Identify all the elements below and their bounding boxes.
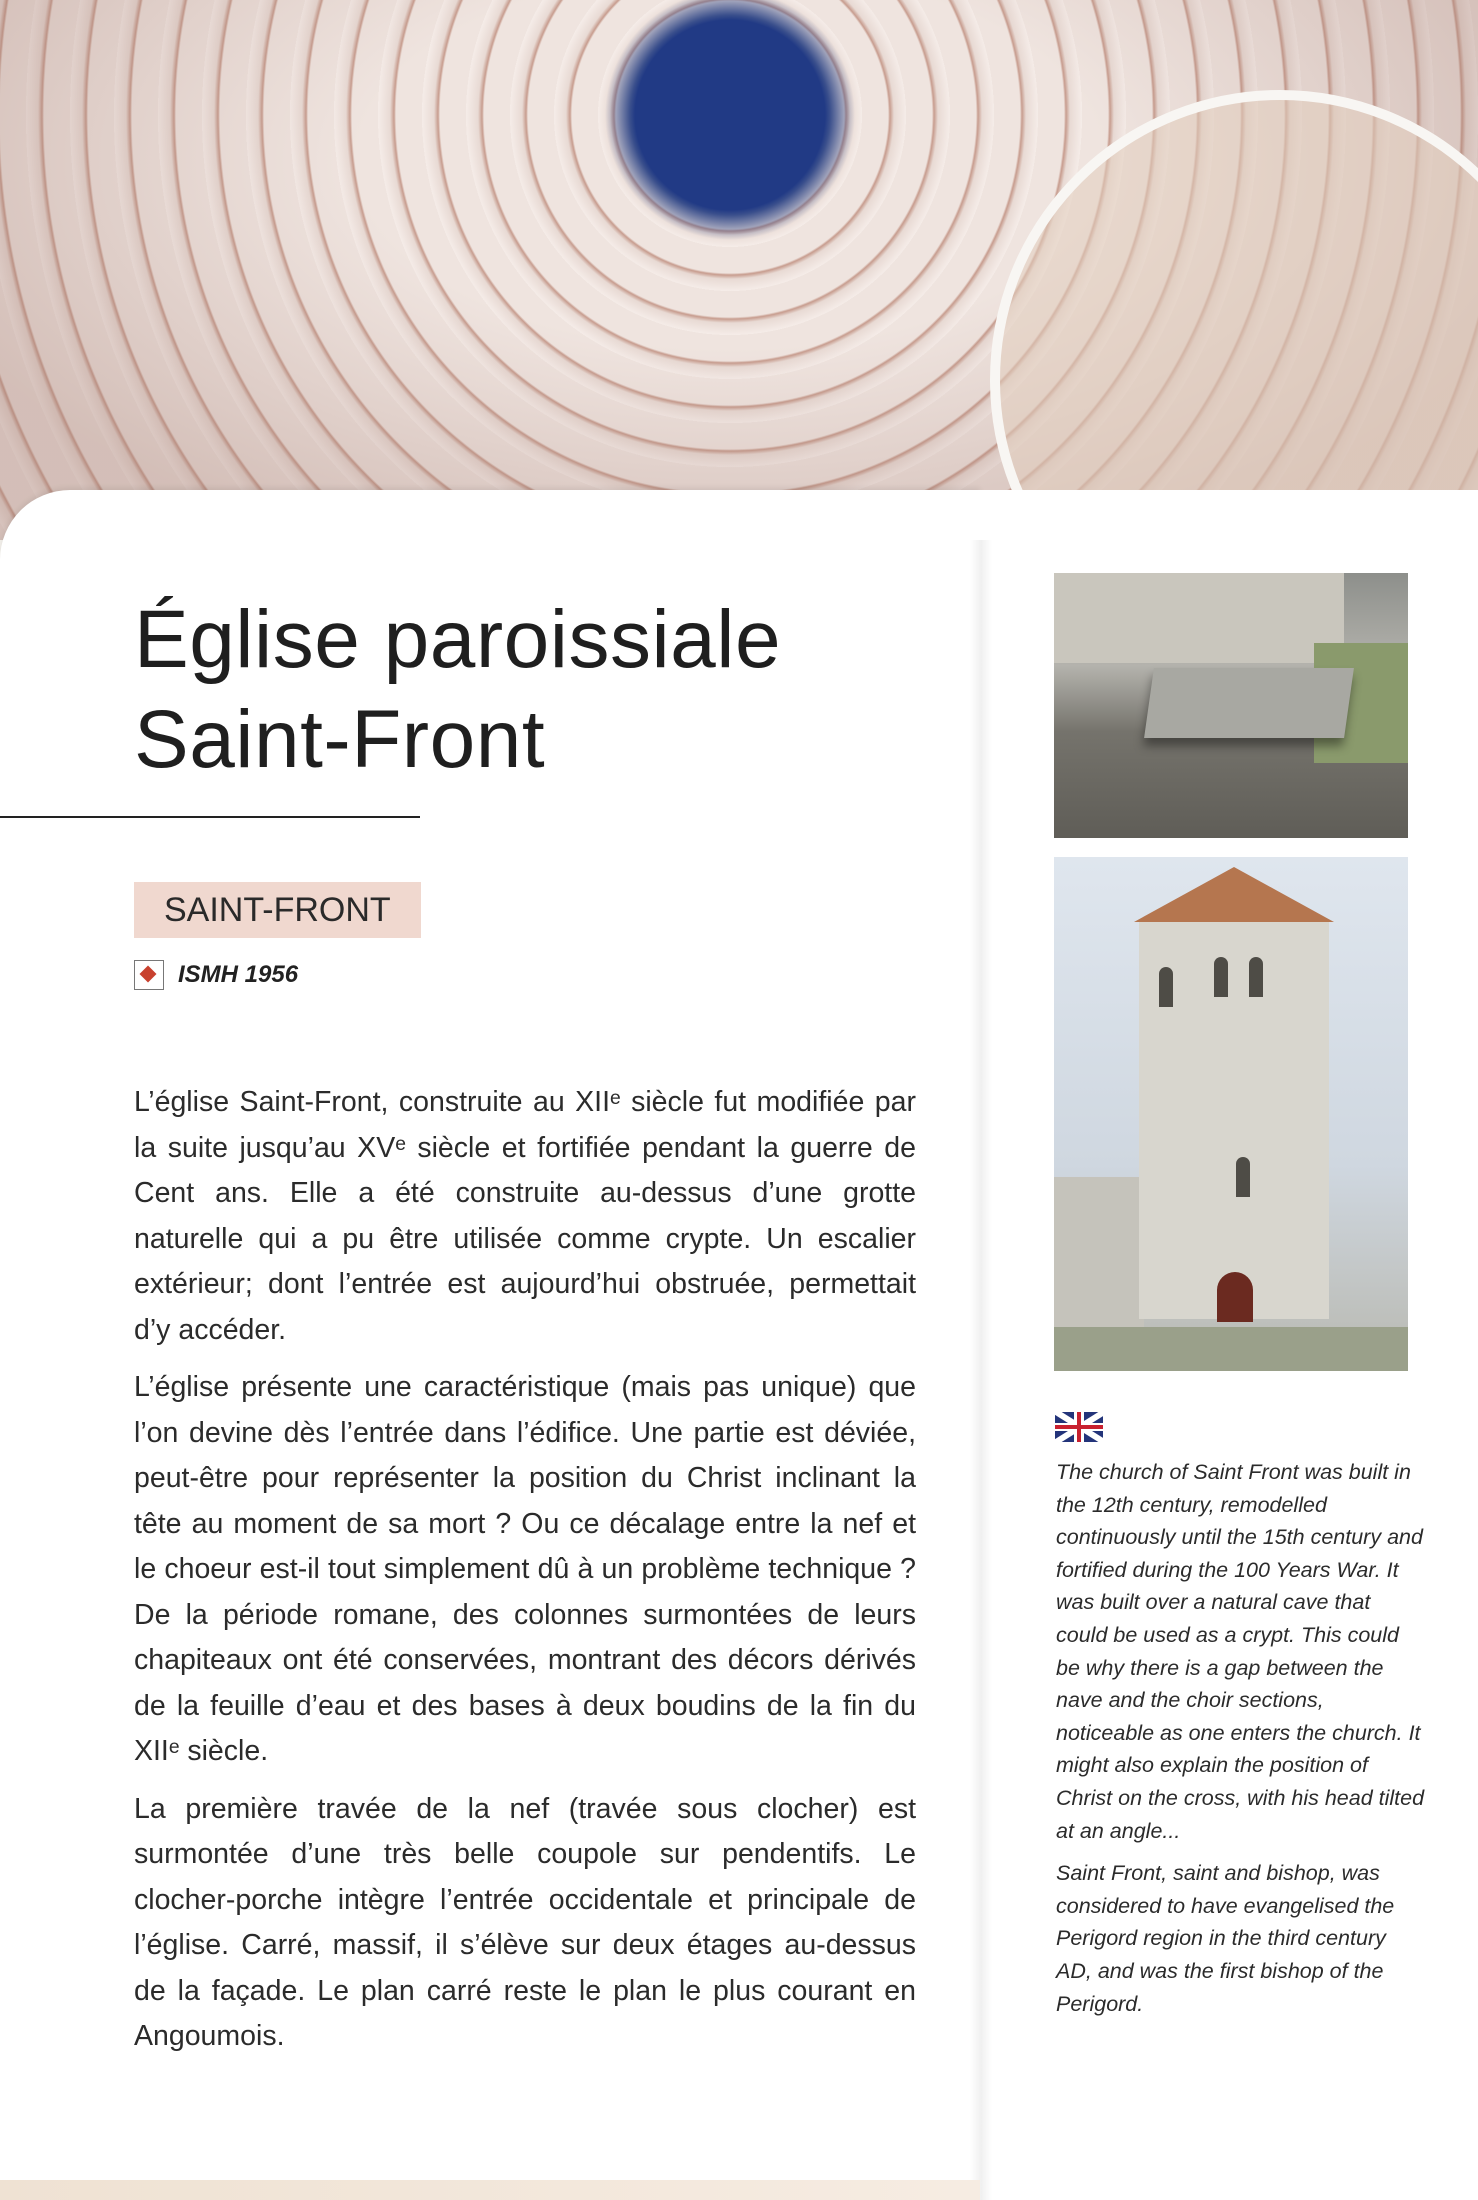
page-title	[134, 590, 781, 790]
church-tower-photo	[1054, 857, 1408, 1371]
bottom-strip	[0, 2180, 980, 2200]
dome-photo	[0, 0, 1478, 540]
title-line-1: Église paroissiale	[134, 594, 782, 685]
photo-window	[1236, 1157, 1250, 1197]
photo-nave	[1054, 1177, 1144, 1347]
french-description	[134, 1080, 916, 2072]
place-tag: SAINT-FRONT	[134, 882, 421, 938]
protection-label: ISMH 1956	[178, 961, 299, 988]
photo-ground	[1054, 1327, 1408, 1371]
english-paragraph: The church of Saint Front was built in the 12th century, remodelled continuously until the 15th century and fortified during the 100 Years War. It was built over a natural cave that could be used as a crypt. This could be why there is a gap between the nave and the choir sections, noticeable as one enters the church. It might also explain the position of Christ on the cross, with his head tilted at an angle...	[1056, 1460, 1425, 1843]
photo-window	[1249, 957, 1263, 997]
photo-roof	[1134, 867, 1334, 922]
page-fold	[970, 540, 992, 2200]
body-paragraph: La première travée de la nef (travée sous clocher) est surmontée d’une très belle coupole sur pendentifs. Le clocher-porche intègre l’entrée occidentale et principale de l’église. Carré, massif, il s’élève sur deux étages au-dessus de la façade. Le plan carré reste le plan le plus courant en Angoumois.	[134, 1792, 916, 2052]
english-summary	[1056, 1456, 1426, 2030]
monument-historique-icon	[134, 960, 164, 990]
stone-slab-photo	[1054, 573, 1408, 838]
body-paragraph: L’église présente une caractéristique (mais pas unique) que l’on devine dès l’entrée dans l’édifice. Une partie est déviée, peut-être pour représenter la position du Christ inclinant la tête au moment de sa mort ? Ou ce décalage entre la nef et le choeur est-il tout simplement dû à un problème technique ? De la période romane, des colonnes surmontées de leurs chapiteaux ont été conservées, montrant des décors dérivés de la feuille d’eau et des bases à deux boudins de la fin du XIIᵉ siècle.	[134, 1371, 916, 1767]
english-paragraph: Saint Front, saint and bishop, was considered to have evangelised the Perigord region in the third century AD, and was the first bishop of the Perigord.	[1056, 1861, 1395, 2016]
photo-window	[1159, 967, 1173, 1007]
photo-window	[1214, 957, 1228, 997]
body-paragraph: L’église Saint-Front, construite au XIIᵉ siècle fut modifiée par la suite jusqu’au XVᵉ siècle et fortifiée pendant la guerre de Cent ans. Elle a été construite au-dessus d’une grotte naturelle qui a pu être utilisée comme crypte. Un escalier extérieur; dont l’entrée est aujourd’hui obstruée, permettait d’y accéder.	[134, 1086, 916, 1346]
title-line-2: Saint-Front	[134, 694, 546, 785]
uk-flag-icon	[1055, 1412, 1103, 1442]
protection-status	[134, 960, 298, 990]
photo-door	[1217, 1272, 1253, 1322]
photo-slab	[1144, 668, 1354, 738]
photo-wall	[1054, 573, 1344, 663]
title-divider	[0, 816, 420, 818]
